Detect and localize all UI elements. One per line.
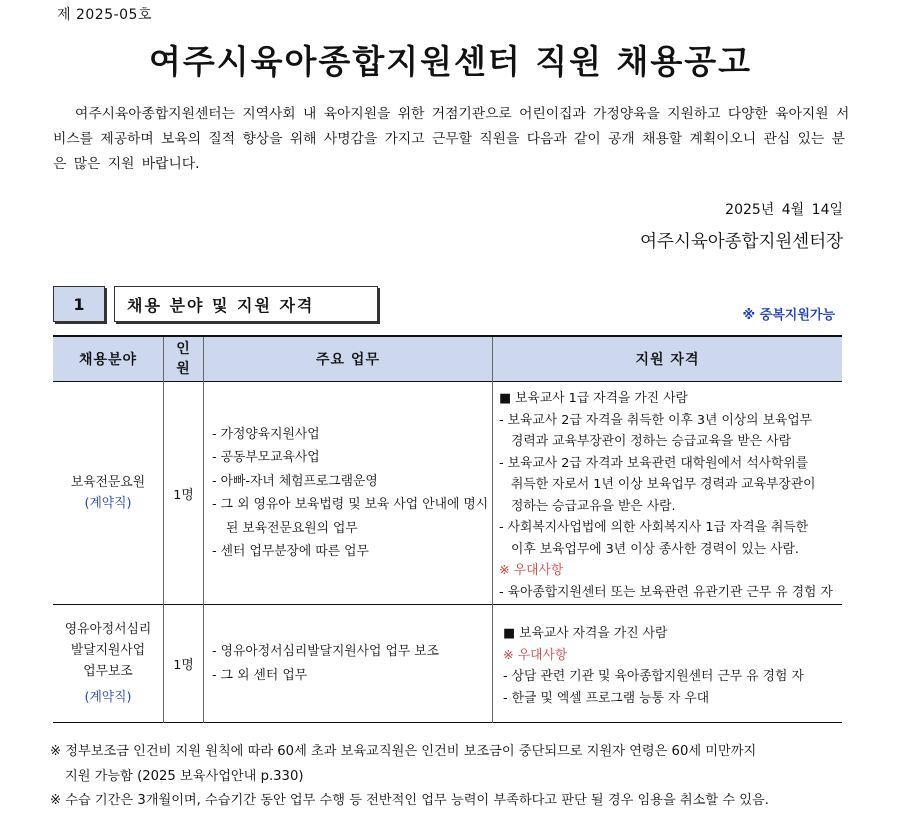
qual-main: ■ 보육교사 1급 자격을 가진 사람 [499,391,688,406]
field-name: 영유아정서심리 [64,622,152,637]
header-count-line2: 원 [176,361,191,377]
contract-type: (계약직) [84,690,132,705]
field-name-line2: 발달지원사업 [70,643,146,658]
footnote-probation: ※ 수습 기간은 3개월이며, 수습기간 동안 업무 수행 등 전반적인 업무 능력이 부족하다고 판단 될 경우 임용을 취소할 수 있음. [50,793,769,808]
duties-list [212,423,491,564]
field-cell [53,382,164,605]
list-item: - 가정양육지원사업 [212,426,320,442]
list-item: - 보육교사 2급 자격과 보육관련 대학원에서 석사학위를 [499,455,809,471]
list-item: - 사회복지사업법에 의한 사회복지사 1급 자격을 취득한 [499,520,809,535]
field-name-line3: 업무보조 [83,664,133,679]
document-number: 제 2025-05호 [57,7,152,23]
duplicate-application-note: ※ 중복지원가능 [742,308,835,323]
list-item: 정하는 승급교유을 받은 사람. [511,498,676,514]
preference-label: ※ 우대사항 [503,647,568,663]
table-row [53,382,842,605]
list-item: - 공동부모교육사업 [212,450,320,465]
header-count [164,336,204,382]
footnote-age: ※ 정부보조금 인건비 지원 원칙에 따라 60세 초과 보육교직원은 인건비 보조금이 중단되므로 지원자 연령은 60세 미만까지 [50,744,757,759]
qualifications-list [499,388,841,603]
qualifications-cell [493,382,843,605]
list-item: - 그 외 센터 업무 [212,667,308,683]
footnote-age-continued: 지원 가능함 (2025 보육사업안내 p.330) [65,768,304,784]
recruitment-table [53,335,842,723]
qualifications-cell [493,605,843,723]
header-duties: 주요 업무 [204,336,493,382]
list-item: - 육아종합지원센터 또는 보육관련 유관기관 근무 유 경험 자 [499,584,833,600]
table-header-row [53,336,842,382]
footnotes [50,740,850,814]
section-number: 1 [53,286,105,322]
section-title: 채용 분야 및 지원 자격 [114,286,378,322]
list-item: - 영유아정서심리발달지원사업 업무 보조 [212,644,439,659]
intro-paragraph: 여주시육아종합지원센터는 지역사회 내 육아지원을 위한 거점기관으로 어린이집과 가정양육을 지원하고 다양한 육아지원 서비스를 제공하며 보육의 질적 향상을 위해 사명감을 가지고 근무할 직원을 다음과 같이 공개 채용할 계획이오니 관심 있는 분은 많은 지원 바랍니다. [53,106,850,172]
header-qualifications: 지원 자격 [493,336,843,382]
contract-type: (계약직) [84,496,132,511]
preference-label: ※ 우대사항 [499,563,564,578]
list-item: - 상담 관련 기관 및 육아종합지원센터 근무 유 경험 자 [503,669,804,684]
qual-main: ■ 보육교사 자격을 가진 사람 [503,626,668,641]
announcement-date: 2025년 4월 14일 [725,202,843,218]
qualifications-list [503,623,841,709]
duties-cell [204,605,493,723]
table-row [53,605,842,723]
header-field: 채용분야 [53,336,164,382]
list-item: 경력과 교육부장관이 정하는 승급교육을 받은 사람 [511,434,791,449]
list-item: - 그 외 영유아 보육법령 및 보육 사업 안내에 명시된 보육전문요원의 업무 [212,497,489,536]
headcount-cell: 1명 [164,605,204,723]
header-count-line1: 인 [176,341,191,357]
list-item: 취득한 자로서 1년 이상 보육업무 경력과 교육부장관이 [511,477,816,492]
duties-cell [204,382,493,605]
field-name: 보육전문요원 [70,475,146,490]
list-item: - 보육교사 2급 자격을 취득한 이후 3년 이상의 보육업무 [499,412,813,428]
list-item: - 아빠-자녀 체험프로그램운영 [212,473,378,489]
list-item: - 센터 업무분장에 따른 업무 [212,544,369,559]
signer: 여주시육아종합지원센터장 [640,232,843,252]
field-cell [53,605,164,723]
page-title: 여주시육아종합지원센터 직원 채용공고 [149,42,752,81]
list-item: - 한글 및 엑셀 프로그램 능통 자 우대 [503,690,710,706]
headcount-cell: 1명 [164,382,204,605]
list-item: 이후 보육업무에 3년 이상 종사한 경력이 있는 사람. [511,541,799,557]
duties-list [212,640,491,687]
